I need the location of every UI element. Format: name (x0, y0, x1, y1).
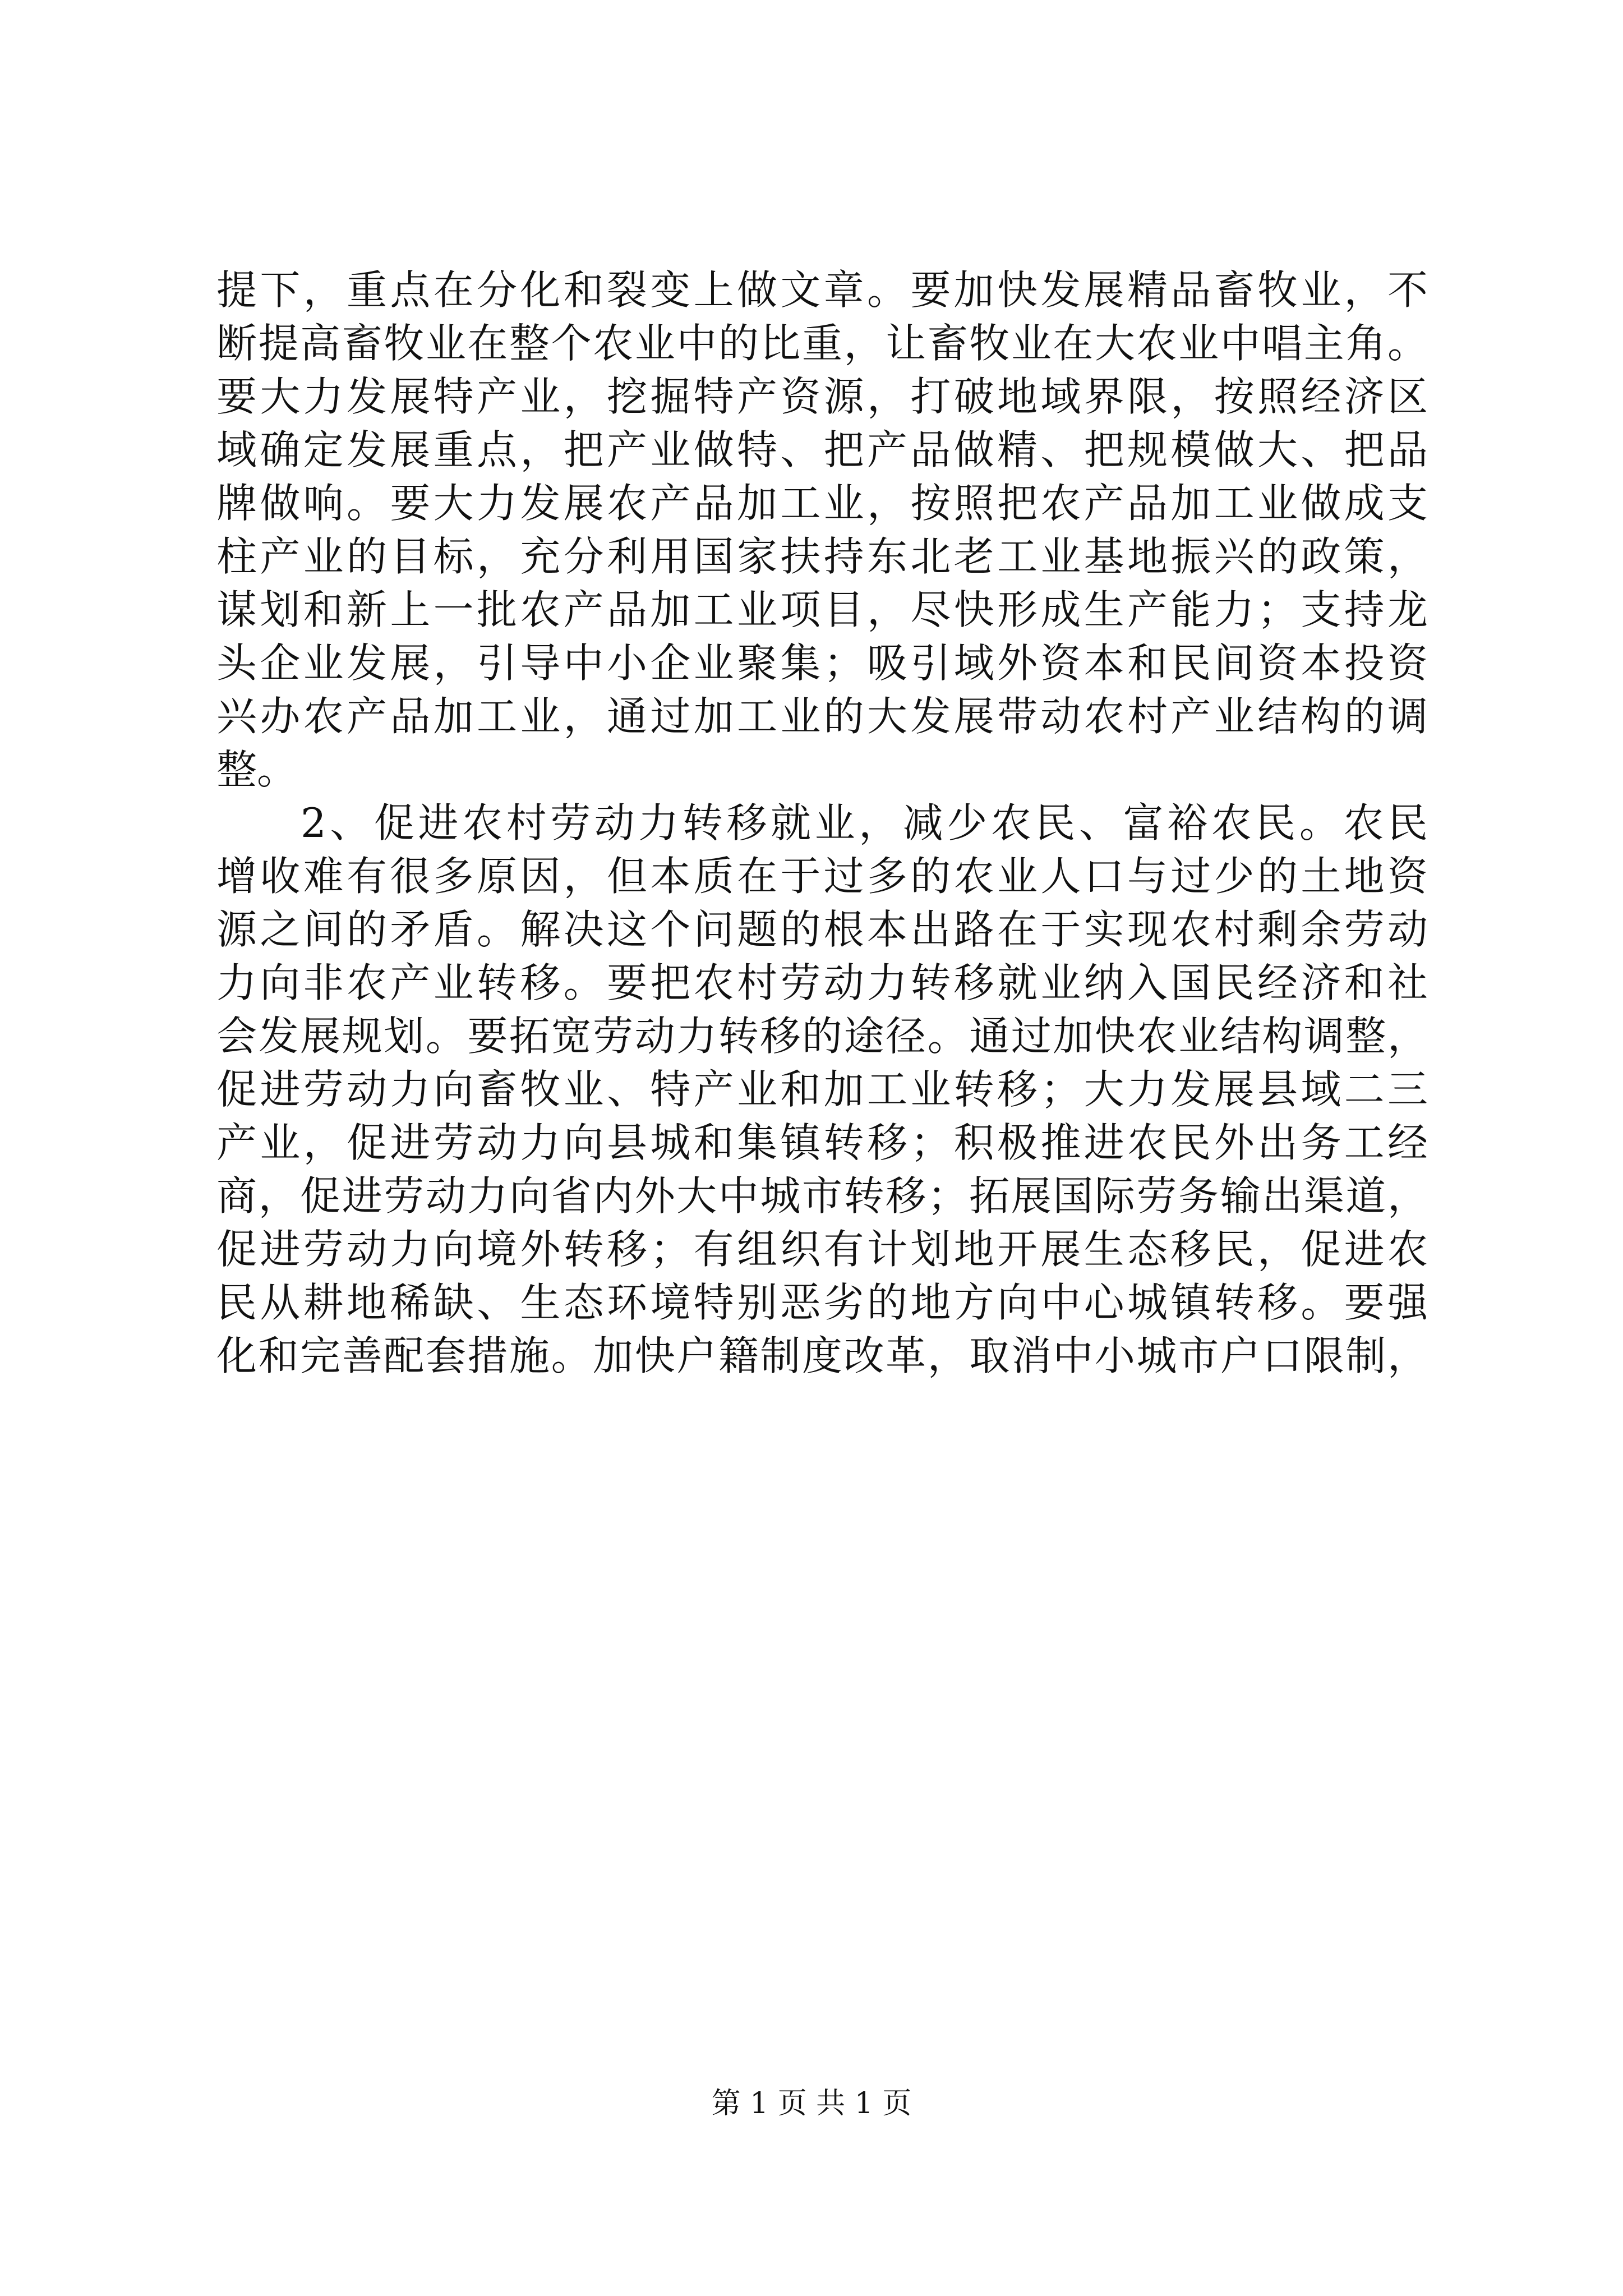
text-line: 头企业发展，引导中小企业聚集；吸引域外资本和民间资本投资 (216, 639, 1428, 687)
text-line: 促进劳动力向境外转移；有组织有计划地开展生态移民，促进农 (216, 1226, 1428, 1273)
text-line: 促进劳动力向畜牧业、特产业和加工业转移；大力发展县域二三 (216, 1066, 1428, 1113)
text-line: 整。 (216, 746, 298, 793)
text-line: 商，促进劳动力向省内外大中城市转移；拓展国际劳务输出渠道， (216, 1172, 1428, 1220)
text-line: 谋划和新上一批农产品加工业项目，尽快形成生产能力；支持龙 (216, 586, 1428, 633)
text-line: 力向非农产业转移。要把农村劳动力转移就业纳入国民经济和社 (216, 959, 1428, 1006)
text-line: 源之间的矛盾。解决这个问题的根本出路在于实现农村剩余劳动 (216, 906, 1428, 953)
page-number-footer: 第 1 页 共 1 页 (711, 2087, 912, 2120)
paragraph-start-line: 2、促进农村劳动力转移就业，减少农民、富裕农民。农民 (301, 799, 1428, 846)
text-line: 域确定发展重点，把产业做特、把产品做精、把规模做大、把品 (216, 426, 1428, 473)
text-line: 牌做响。要大力发展农产品加工业，按照把农产品加工业做成支 (216, 480, 1428, 527)
text-line: 要大力发展特产业，挖掘特产资源，打破地域界限，按照经济区 (216, 373, 1428, 420)
text-line: 断提高畜牧业在整个农业中的比重，让畜牧业在大农业中唱主角。 (216, 320, 1428, 367)
document-body (216, 264, 1428, 1383)
text-line: 增收难有很多原因，但本质在于过多的农业人口与过少的土地资 (216, 853, 1428, 900)
text-line: 化和完善配套措施。加快户籍制度改革，取消中小城市户口限制， (216, 1332, 1428, 1379)
text-line: 兴办农产品加工业，通过加工业的大发展带动农村产业结构的调 (216, 693, 1428, 740)
text-line: 会发展规划。要拓宽劳动力转移的途径。通过加快农业结构调整， (216, 1013, 1428, 1060)
text-line: 提下，重点在分化和裂变上做文章。要加快发展精品畜牧业，不 (216, 266, 1428, 314)
text-line: 民从耕地稀缺、生态环境特别恶劣的地方向中心城镇转移。要强 (216, 1279, 1428, 1326)
text-line: 产业，促进劳动力向县城和集镇转移；积极推进农民外出务工经 (216, 1119, 1428, 1166)
text-line: 柱产业的目标，充分利用国家扶持东北老工业基地振兴的政策， (216, 533, 1428, 580)
